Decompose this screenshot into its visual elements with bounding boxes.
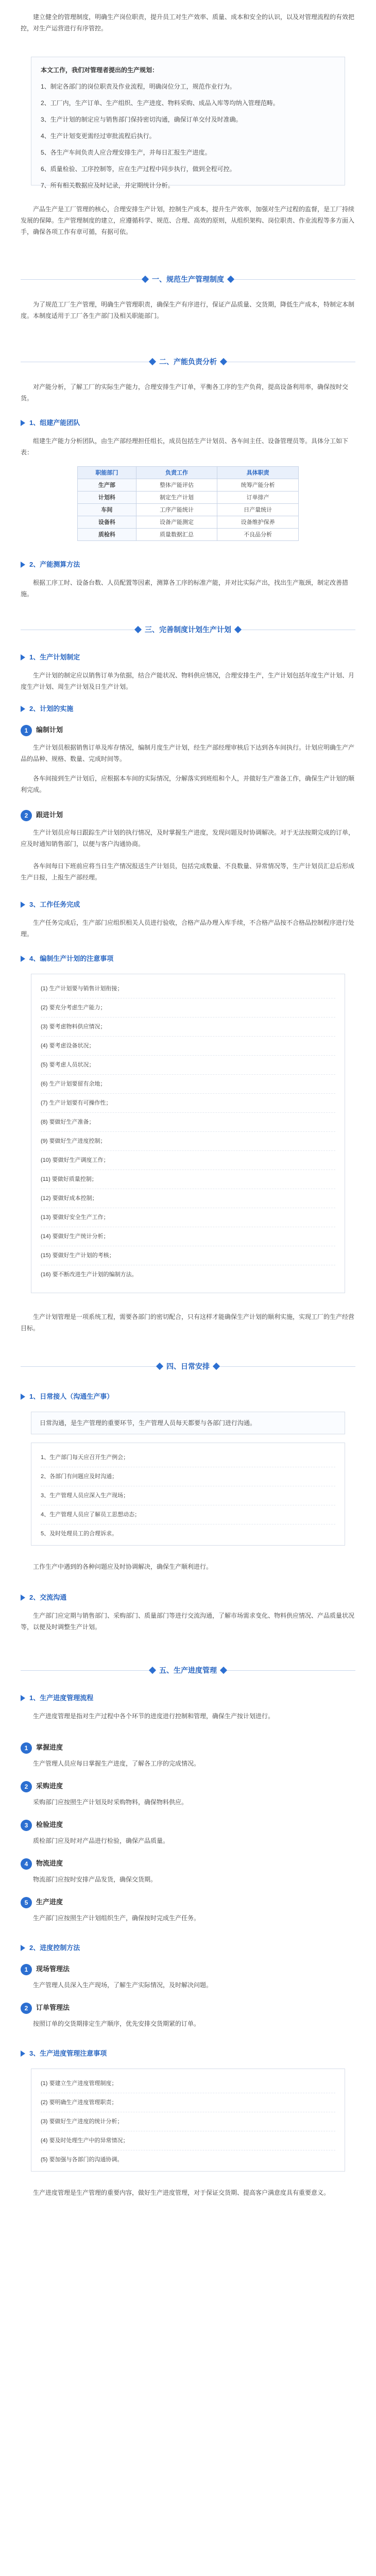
step-heading: 1 现场管理法 [21,1963,355,1975]
paragraph: 生产进度管理是生产管理的重要内容，做好生产进度管理，对于保证交货期、提高客户满意度具有重要意义。 [33,2189,330,2196]
list-item: (8) 要做好生产准备； [41,1113,335,1132]
list-item: 5、及时处理员工的合理诉求。 [41,1531,118,1537]
step-heading: 4 物流进度 [21,1857,355,1870]
triangle-icon [21,1695,25,1701]
table-header: 负责工作 [136,467,217,479]
section-title: 三、完善制度计划生产计划 [134,621,242,638]
intro-box-title: 本文工作，我们对管理者提出的生产规划： [41,66,159,74]
list-item: (5) 要考虑人员状况； [41,1056,335,1075]
notes-list [31,974,345,1293]
subheading: 3、工作任务完成 [21,899,355,910]
subheading: 2、进度控制方法 [21,1942,355,1954]
section-title: 五、生产进度管理 [149,1662,227,1679]
step-heading: 1 掌握进度 [21,1741,355,1754]
paragraph: 质检部门应及时对产品进行检验，确保产品质量。 [33,1837,169,1844]
list-item: (3) 要做好生产进度的统计分析； [41,2112,335,2131]
list-item: 3、生产计划的制定应与销售部门保持密切沟通，确保订单交付及时准确。 [41,116,242,123]
list-item: (4) 要考虑设备状况； [41,1037,335,1056]
paragraph: 各车间接到生产计划后，应根据本车间的实际情况，分解落实到班组和个人，并做好生产准备工作，确保生产计划的顺利完成。 [21,775,355,793]
list-item: 1、生产部门每天应召开生产例会； [41,1448,335,1467]
step-number: 3 [21,1820,32,1831]
step-heading: 3 检验进度 [21,1819,355,1831]
triangle-icon [21,1595,25,1601]
section-title: 二、产能负责分析 [149,353,227,370]
paragraph: 生产部门应定期与销售部门、采购部门、质量部门等进行交流沟通，了解市场需求变化、物料供应情况、产品质量状况等，以便及时调整生产计划。 [21,1612,355,1631]
capacity-table [77,466,299,541]
subheading: 2、交流沟通 [21,1592,355,1603]
paragraph: 为了规范工厂生产管理，明确生产管理职责，确保生产有序进行，保证产品质量、交货期，降低生产成本，特制定本制度。本制度适用于工厂各生产部门及相关职能部门。 [21,301,355,319]
table-header-row [78,467,299,479]
table-row: 生产部 整体产能评估 统筹产能分析 [78,479,299,492]
paragraph: 各车间每日下班前应将当日生产情况报送生产计划员，包括完成数量、不良数量、异常情况等，生产计划员汇总后形成生产日报，上报生产部经理。 [21,862,355,881]
paragraph: 生产任务完成后，生产部门应组织相关人员进行验收，合格产品办理入库手续，不合格产品按不合格品控制程序进行处理。 [21,919,355,938]
triangle-icon [21,2050,25,2057]
subheading: 1、日常接人（沟通生产事） [21,1391,355,1402]
list-item: (1) 要建立生产进度管理制度； [41,2074,335,2093]
list-item: 2、各部门有问题应及时沟通； [41,1467,335,1486]
intro-box [31,57,345,189]
list-item: 4、生产计划变更需经过审批流程后执行。 [41,132,156,140]
list-item: 1、制定各部门的岗位职责及作业流程，明确岗位分工，规范作业行为。 [41,83,236,90]
section-banner-3 [21,618,355,642]
section-banner-2 [21,350,355,374]
progress-notes-list [31,2069,345,2172]
table-row: 质检科 质量数据汇总 不良品分析 [78,529,299,541]
list-item: (16) 要不断改进生产计划的编制方法。 [41,1272,138,1278]
triangle-icon [21,1394,25,1400]
table-row: 车间 工序产能统计 日产量统计 [78,504,299,516]
list-item: (3) 要考虑物料供应情况； [41,1018,335,1037]
paragraph: 按照订单的交货期排定生产顺序，优先安排交货期紧的订单。 [33,2020,200,2027]
note-text: 日常沟通，是生产管理的重要环节，生产管理人员每天都要与各部门进行沟通。 [40,1419,257,1427]
triangle-icon [21,562,25,568]
step-number: 2 [21,810,32,821]
daily-list [31,1443,345,1546]
list-item: (14) 要做好生产统计分析； [41,1227,335,1246]
list-item: (4) 要及时处理生产中的异常情况； [41,2131,335,2150]
paragraph: 生产计划的制定应以销售订单为依据，结合产能状况、物料供应情况，合理安排生产，生产计划包括年度生产计划、月度生产计划、周生产计划及日生产计划。 [21,672,355,690]
list-item: (15) 要做好生产计划的考核； [41,1246,335,1265]
intro-paragraph: 建立健全的管理制度，明确生产岗位职责，提升员工对生产效率、质量、成本和安全的认识，以及对管理流程的有效把控，对生产运营进行有序管控。 [21,13,355,32]
step-heading: 2 跟进计划 [21,809,355,821]
list-item: (9) 要做好生产进度控制； [41,1132,335,1151]
paragraph: 工作生产中遇到的各种问题应及时协调解决，确保生产顺利进行。 [33,1563,213,1570]
step-heading: 2 订单管理法 [21,2002,355,2014]
list-item: 7、所有相关数据应及时记录，并定期统计分析。 [41,182,174,189]
paragraph: 根据工序工时、设备台数、人员配置等因素，测算各工序的标准产能，并对比实际产出，找出生产瓶颈，制定改善措施。 [21,579,349,598]
paragraph: 生产计划员根据销售订单及库存情况，编制月度生产计划，经生产部经理审核后下达到各车间执行。计划应明确生产产品的品种、规格、数量、完成时间等。 [21,744,355,762]
subheading: 1、生产计划制定 [21,652,355,663]
step-heading: 5 生产进度 [21,1896,355,1908]
step-number: 2 [21,1781,32,1792]
step-number: 2 [21,2003,32,2014]
list-item: (12) 要做好成本控制； [41,1189,335,1208]
paragraph: 生产进度管理是指对生产过程中各个环节的进度进行控制和管理，确保生产按计划进行。 [33,1713,275,1720]
list-item: (13) 要做好安全生产工作； [41,1208,335,1227]
list-item: (1) 生产计划要与销售计划衔接； [41,979,335,998]
table-header: 职能部门 [78,467,136,479]
step-heading: 1 编制计划 [21,724,355,736]
paragraph: 生产管理人员应每日掌握生产进度，了解各工序的完成情况。 [33,1760,200,1767]
list-item: (2) 要充分考虑生产能力； [41,998,335,1018]
subheading: 1、生产进度管理流程 [21,1692,355,1704]
triangle-icon [21,706,25,712]
list-item: (5) 要加强与各部门的沟通协调。 [41,2157,123,2163]
section-banner-1 [21,268,355,292]
triangle-icon [21,420,25,426]
list-item: 3、生产管理人员应深入生产现场； [41,1486,335,1505]
paragraph: 产品生产是工厂管理的核心，合理安排生产计划，控制生产成本，提升生产效率，加强对生产过程的监督，是工厂持续发展的保障。生产管理制度的建立，应遵循科学、规范、合理、高效的原则，从组织架构、岗位职责、作业流程等多方面入手，确保各项工作有章可循，有据可依。 [21,206,355,235]
list-item: 2、工厂内，生产订单、生产组织、生产进度、物料采购、成品入库等均纳入管理范畴。 [41,99,279,107]
paragraph: 采购部门应按照生产计划及时采购物料，确保物料供应。 [33,1799,188,1806]
list-item: (2) 要明确生产进度管理职责； [41,2093,335,2112]
list-item: (7) 生产计划要有可操作性； [41,1094,335,1113]
section-title: 四、日常安排 [156,1358,220,1375]
paragraph: 组建生产能力分析团队，由生产部经理担任组长，成员包括生产计划员、各车间主任、设备管理员等。具体分工如下表： [21,437,349,456]
section-title: 一、规范生产管理制度 [142,271,234,287]
note-card [31,1412,345,1434]
list-item: (6) 生产计划要留有余地； [41,1075,335,1094]
step-heading: 2 采购进度 [21,1780,355,1792]
paragraph: 生产管理人员深入生产现场，了解生产实际情况，及时解决问题。 [33,1981,213,1989]
section-banner-5 [21,1659,355,1683]
triangle-icon [21,654,25,660]
triangle-icon [21,1945,25,1951]
subheading: 3、生产进度管理注意事项 [21,2048,355,2059]
paragraph: 生产计划管理是一项系统工程，需要各部门的密切配合，只有这样才能确保生产计划的顺利实施，实现工厂的生产经营目标。 [21,1313,355,1332]
subheading: 4、编制生产计划的注意事项 [21,953,355,964]
paragraph: 生产计划员应每日跟踪生产计划的执行情况，及时掌握生产进度，发现问题及时协调解决。对于无法按期完成的订单，应及时通知销售部门，以便与客户沟通协商。 [21,829,355,848]
list-item: 5、各生产车间负责人应合理安排生产，并每日汇报生产进度。 [41,149,211,156]
subheading: 2、计划的实施 [21,703,355,715]
table-row: 设备科 设备产能测定 设备维护保养 [78,516,299,529]
section-banner-4 [21,1355,355,1379]
step-number: 4 [21,1858,32,1870]
list-item: 4、生产管理人员应了解员工思想动态； [41,1505,335,1524]
subheading: 2、产能测算方法 [21,559,355,570]
list-item: 6、质量检验、工序控制等，应在生产过程中同步执行，做到全程可控。 [41,165,236,173]
list-item: (10) 要做好生产调度工作； [41,1151,335,1170]
paragraph: 对产能分析，了解工厂的实际生产能力，合理安排生产订单，平衡各工序的生产负荷，提高设备利用率，确保按时交货。 [21,383,349,402]
subheading: 1、组建产能团队 [21,417,355,429]
intro-box-list [41,81,335,191]
list-item: (11) 要做好质量控制； [41,1170,335,1189]
step-number: 1 [21,1964,32,1975]
triangle-icon [21,956,25,962]
step-number: 5 [21,1897,32,1908]
table-header: 具体职责 [217,467,299,479]
step-number: 1 [21,725,32,736]
triangle-icon [21,902,25,908]
table-row: 计划科 制定生产计划 订单排产 [78,492,299,504]
paragraph: 物流部门应按时安排产品发货，确保交货期。 [33,1876,157,1883]
paragraph: 生产部门应按照生产计划组织生产，确保按时完成生产任务。 [33,1914,200,1922]
step-number: 1 [21,1742,32,1754]
